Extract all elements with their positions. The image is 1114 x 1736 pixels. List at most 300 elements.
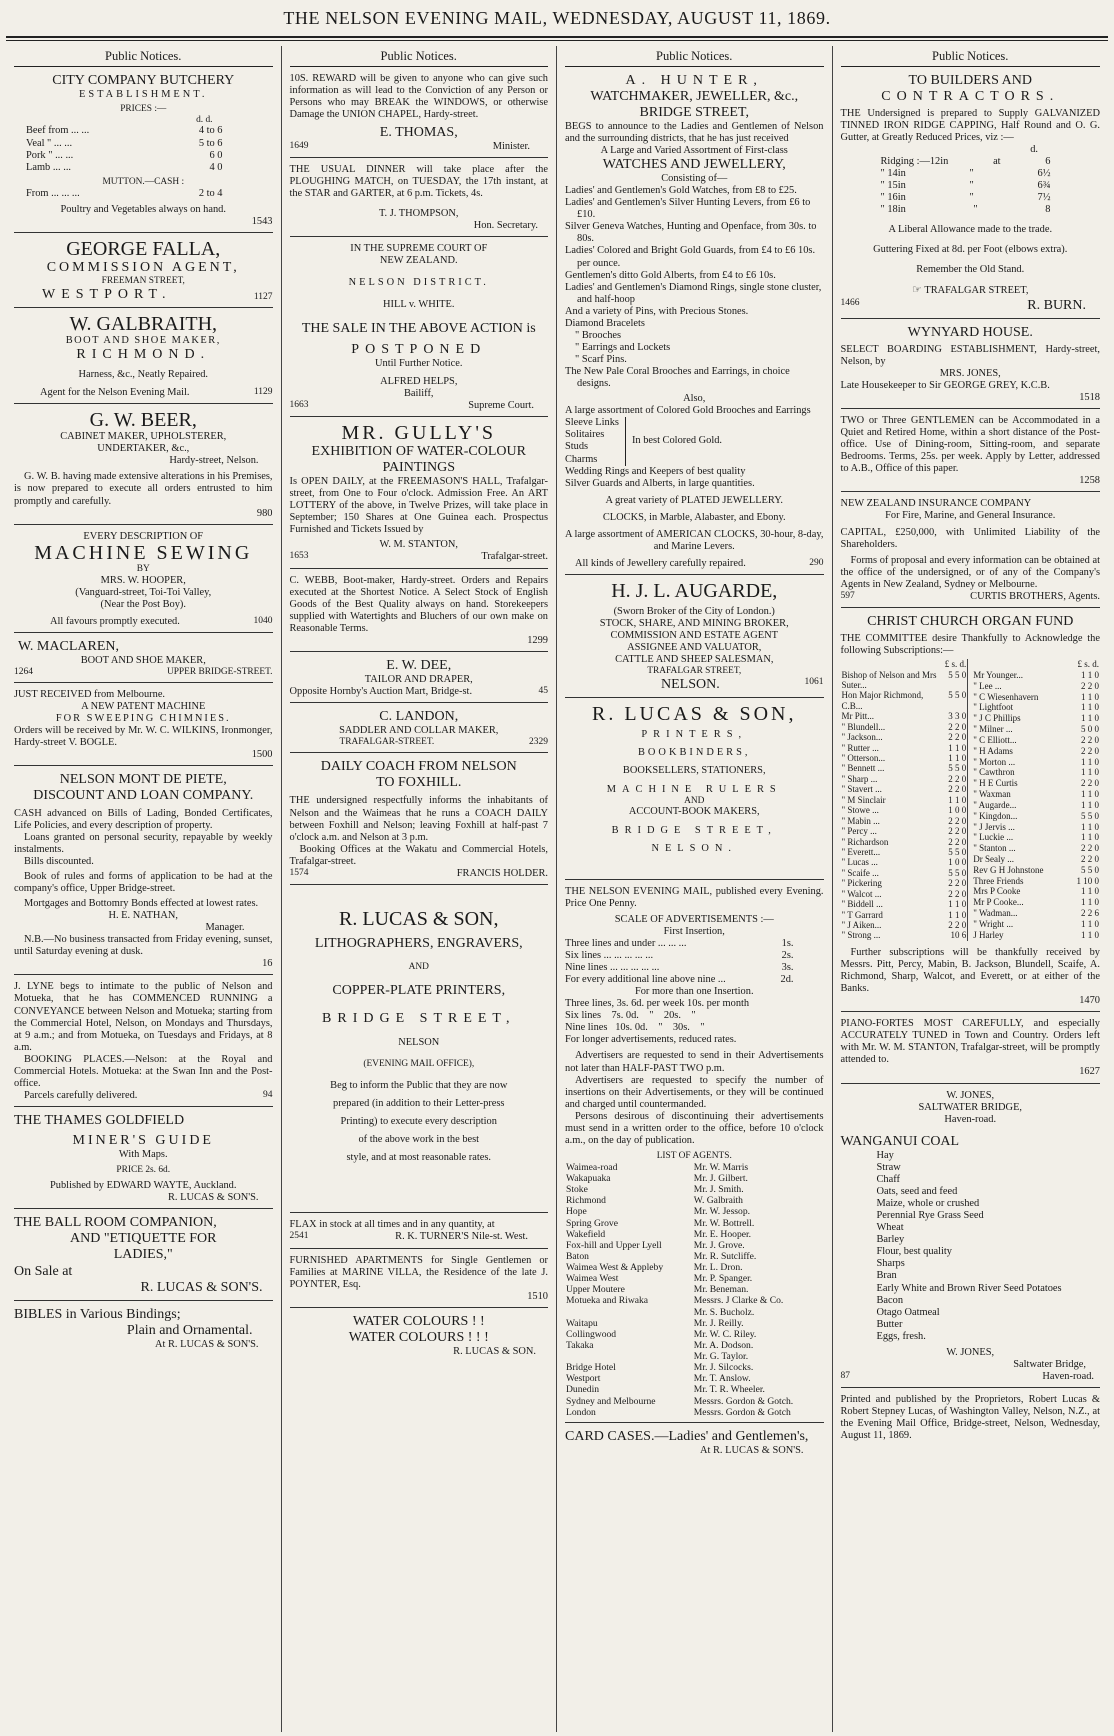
ad-role: SADDLER AND COLLAR MAKER, bbox=[339, 725, 499, 737]
ad-title: DAILY COACH FROM NELSON bbox=[320, 759, 517, 775]
ad-address: Opposite Hornby's Auction Mart, Bridge-st. bbox=[289, 686, 473, 698]
ad-role: PRINTERS, bbox=[641, 729, 748, 741]
subscription-amount: 2 2 0 bbox=[948, 815, 967, 826]
subscription-row bbox=[841, 690, 968, 711]
agent-name: Mr. R. Sutcliffe. bbox=[693, 1250, 757, 1262]
ad-role: ASSIGNEE AND VALUATOR, bbox=[627, 642, 762, 654]
agent-name: Mr. E. Hooper. bbox=[693, 1228, 752, 1240]
ad-water-colours bbox=[290, 1312, 549, 1362]
subscriber-name: " Jackson... bbox=[841, 732, 883, 743]
ad-role: WATCHMAKER, JEWELLER, &c., bbox=[590, 88, 799, 104]
subscription-amount: 1 1 0 bbox=[1081, 767, 1099, 778]
subscriptions-left bbox=[841, 659, 969, 941]
ad-maclaren bbox=[14, 637, 273, 683]
subscriber-name: " Sharp ... bbox=[841, 773, 878, 784]
subscriber-name: " Lucas ... bbox=[841, 857, 878, 868]
ad-subheading: For more than one Insertion. bbox=[634, 986, 754, 998]
subscription-amount: 2 2 0 bbox=[948, 732, 967, 743]
subscription-amount: 2 2 0 bbox=[948, 878, 967, 889]
subscription-row bbox=[841, 774, 968, 784]
ad-signature: FRANCIS HOLDER. bbox=[456, 867, 548, 879]
subscription-amount: 5 5 0 bbox=[948, 846, 967, 857]
ad-text: THE Undersigned is prepared to Supply GALVANIZED TINNED IRON RIDGE CAPPING, Half Round and O. G. Gutter, at Greatly Reduced Prices, viz :— bbox=[840, 107, 1100, 143]
ad-lyne-conveyance bbox=[14, 979, 273, 1107]
price-row: Veal " ... ... 5 to 6 bbox=[26, 137, 223, 149]
agent-name: Mr. T. Anslow. bbox=[693, 1373, 751, 1385]
ad-line: prepared (in addition to their Letter-press bbox=[333, 1098, 505, 1110]
ad-text: Advertisers are requested to specify the number of insertions on their Advertisements, or they will be continued and charged until countermanded. bbox=[565, 1074, 824, 1110]
ad-line: EVERY DESCRIPTION OF bbox=[83, 530, 204, 542]
ad-text: THE COMMITTEE desire Thankfully to Acknowledge the following Subscriptions:— bbox=[840, 632, 1100, 657]
subscription-row bbox=[841, 732, 968, 742]
ad-text: 10S. REWARD will be given to anyone who can give such information as will lead to the Conviction of any Person or Persons who may BREAK the WINDOWS, or otherwise Damage the UNION CHAPEL, Hardy-street. bbox=[289, 72, 548, 120]
newspaper-title: THE NELSON EVENING MAIL, WEDNESDAY, AUGUST 11, 1869. bbox=[283, 8, 831, 28]
ad-item: And a variety of Pins, with Precious Stones. bbox=[565, 305, 749, 317]
ad-title: MACHINE SEWING bbox=[34, 541, 253, 564]
ad-role: MACHINE RULERS bbox=[606, 783, 782, 795]
ad-office: (EVENING MAIL OFFICE), bbox=[363, 1059, 475, 1070]
ad-address: TRAFALGAR STREET, bbox=[647, 666, 742, 677]
ad-hooper bbox=[14, 529, 273, 633]
ad-text: CASH advanced on Bills of Lading, Bonded Certificates, Life Policies, and every description of property. bbox=[14, 807, 273, 831]
ad-subtitle: MINER'S GUIDE bbox=[72, 1133, 214, 1149]
agent-place: Baton bbox=[566, 1250, 589, 1262]
agent-place: Dunedin bbox=[566, 1384, 600, 1396]
agent-place: Wakefield bbox=[566, 1228, 606, 1240]
ad-text: Persons desirous of discontinuing their advertisements must send in a written order to the office, before 10 o'clock a.m., on the day of publication. bbox=[565, 1110, 824, 1146]
ad-builders bbox=[841, 71, 1101, 319]
ad-text: A Large and Varied Assortment of First-class bbox=[600, 144, 788, 156]
price-row: From ... ... ... 2 to 4 bbox=[26, 187, 223, 199]
subscriber-name: " Percy ... bbox=[841, 826, 877, 837]
ad-text: Book of rules and forms of application to be had at the company's office, Upper Bridge-street. bbox=[14, 870, 273, 894]
ad-signature-role: Bailiff, bbox=[403, 387, 434, 399]
ad-role: BOOKSELLERS, STATIONERS, bbox=[622, 765, 766, 777]
subscription-row bbox=[972, 876, 1100, 887]
ad-item: " Earrings and Lockets bbox=[575, 341, 671, 353]
subscription-row bbox=[841, 868, 968, 878]
ad-mont-de-piete bbox=[14, 770, 273, 975]
column-heading: Public Notices. bbox=[14, 49, 273, 67]
goods-item: Sharps bbox=[876, 1258, 905, 1270]
ad-text: G. W. B. having made extensive alterations in his Premises, is now prepared to execute all orders entrusted to him promptly and carefully. bbox=[14, 471, 273, 507]
subscription-row bbox=[972, 843, 1100, 854]
subscriber-name: " Milner ... bbox=[973, 724, 1013, 735]
agent-row bbox=[565, 1273, 824, 1284]
ad-number: 1127 bbox=[253, 291, 273, 302]
ad-text: SELECT BOARDING ESTABLISHMENT, Hardy-street, Nelson, by bbox=[840, 343, 1100, 367]
ad-signature: ALFRED HELPS, bbox=[380, 375, 458, 387]
agent-name: Mr. W. Jessop. bbox=[693, 1206, 751, 1218]
subscription-amount: 5 5 0 bbox=[1081, 864, 1099, 875]
ad-number: 1574 bbox=[289, 867, 309, 878]
subscriber-name: Bishop of Nelson and Mrs Suter... bbox=[841, 669, 937, 690]
ad-subtitle: PAINTINGS bbox=[382, 460, 456, 475]
ad-title: WATER COLOURS ! ! bbox=[352, 1313, 485, 1329]
agent-name: Messrs. Gordon & Gotch bbox=[693, 1406, 791, 1418]
agent-row bbox=[565, 1384, 824, 1395]
ad-line: JUST RECEIVED from Melbourne. bbox=[14, 689, 166, 701]
ad-text: Orders will be received by Mr. W. C. WILKINS, Ironmonger, Hardy-street V. BOGLE. bbox=[14, 725, 273, 749]
ad-address: TRAFALGAR-STREET. bbox=[339, 737, 435, 748]
agent-name: Mr. A. Dodson. bbox=[693, 1339, 754, 1351]
agent-place: Westport bbox=[566, 1373, 601, 1385]
agent-name: Mr. J. Gilbert. bbox=[693, 1173, 748, 1184]
ad-item: Diamond Bracelets bbox=[565, 317, 645, 329]
brace-group bbox=[565, 417, 824, 465]
subscription-row bbox=[972, 897, 1100, 908]
subscriber-name: " Mabin ... bbox=[841, 815, 880, 826]
agent-name: Mr. Beneman. bbox=[693, 1284, 749, 1296]
ad-item: Wedding Rings and Keepers of best quality bbox=[565, 465, 746, 477]
goods-item: Wheat bbox=[876, 1222, 904, 1234]
rate-row: Six lines 7s. 0d. " 20s. " bbox=[565, 1010, 696, 1022]
agent-place: Upper Moutere bbox=[566, 1284, 625, 1296]
ad-lucas-lithographers bbox=[290, 889, 549, 1213]
ad-text: N.B.—No business transacted from Friday evening, sunset, until Saturday evening at dusk. bbox=[14, 934, 273, 958]
column-heading: Public Notices. bbox=[841, 49, 1101, 67]
ad-subtitle: AND "ETIQUETTE FOR bbox=[70, 1231, 217, 1247]
agent-place: Stoke bbox=[566, 1184, 588, 1196]
ad-street: BRIDGE STREET, bbox=[611, 824, 777, 836]
subscription-amount: 1 1 0 bbox=[1081, 929, 1099, 940]
ad-line: On Sale at bbox=[14, 1263, 73, 1279]
ad-role: COMMISSION AND ESTATE AGENT bbox=[610, 630, 778, 642]
subscription-row bbox=[841, 847, 968, 857]
ad-line: Plain and Ornamental. bbox=[126, 1322, 253, 1338]
subscription-row bbox=[972, 778, 1100, 789]
subscriber-name: " Kingdon... bbox=[973, 810, 1018, 821]
agent-place: Wakapuaka bbox=[566, 1173, 611, 1184]
subscription-row bbox=[972, 746, 1100, 757]
subscriber-name: " Bennett ... bbox=[841, 763, 885, 774]
column-1 bbox=[6, 46, 282, 1732]
agent-name: Mr. W. C. Riley. bbox=[693, 1328, 757, 1340]
ad-agent: R. LUCAS & SON'S. bbox=[167, 1192, 259, 1204]
ad-heading: LIST OF AGENTS. bbox=[656, 1150, 732, 1161]
ad-text: FURNISHED APARTMENTS for Single Gentlemen or Families at MARINE VILLA, the Residence of the late J. POYNTER, Esq. bbox=[289, 1254, 548, 1290]
ad-number: 87 bbox=[840, 1370, 850, 1381]
ad-street: FREEMAN STREET, bbox=[101, 275, 185, 286]
subscriber-name: " Stanton ... bbox=[973, 843, 1016, 854]
subscription-amount: 2 2 0 bbox=[948, 836, 967, 847]
subscription-amount: 5 5 0 bbox=[948, 669, 967, 680]
ad-item: Sleeve Links bbox=[565, 417, 619, 429]
ad-publisher: Published by EDWARD WAYTE, Auckland. bbox=[50, 1180, 237, 1192]
ad-name: W. MACLAREN, bbox=[18, 638, 119, 654]
ad-line: of the above work in the best bbox=[358, 1134, 480, 1146]
ad-line: style, and at most reasonable rates. bbox=[346, 1152, 492, 1164]
ad-item: Ladies' and Gentlemen's Silver Hunting Levers, from £6 to £10. bbox=[565, 197, 811, 221]
subscription-amount: 2 2 0 bbox=[948, 920, 967, 931]
price-row: " 15in " 6¾ bbox=[880, 180, 1051, 192]
ad-address: UPPER BRIDGE-STREET. bbox=[166, 667, 273, 677]
ad-furnished-apartments bbox=[290, 1253, 549, 1308]
column-heading: Public Notices. bbox=[565, 49, 824, 67]
goods-item: Oats, seed and feed bbox=[876, 1186, 958, 1197]
subscription-row bbox=[841, 763, 968, 773]
ad-text: TWO or Three GENTLEMEN can be Accommodated in a Quiet and Retired Home, within a short distance of the Post-office. Use of Dining-room, Sitting-room, and separate Bedrooms. Terms, 25s. per week. Apply by Letter, addressed to A.B., Office of this paper. bbox=[840, 415, 1100, 475]
ad-item: Studs bbox=[565, 441, 589, 453]
subscription-row bbox=[841, 711, 968, 721]
agent-place bbox=[565, 1307, 693, 1318]
ad-item: The New Pale Coral Brooches and Earrings, in choice designs. bbox=[565, 366, 790, 390]
subscriber-name: " Everett... bbox=[841, 846, 881, 857]
ad-landon bbox=[290, 707, 549, 753]
subscriber-name: " Blundell... bbox=[841, 721, 886, 732]
ad-item: Silver Guards and Alberts, in large quantities. bbox=[565, 477, 755, 489]
ad-name: W. JONES, bbox=[946, 1089, 995, 1101]
ad-signature: W. M. STANTON, bbox=[379, 539, 459, 551]
subscription-row bbox=[841, 889, 968, 899]
ad-role: CABINET MAKER, UPHOLSTERER, bbox=[60, 431, 227, 443]
ad-text: THE undersigned respectfully informs the inhabitants of Nelson and the Waimeas that he runs a COACH DAILY between Foxhill and Nelson; leaving Foxhill at half-past 7 o'clock a.m. and Nelson at 3 p.m. bbox=[289, 795, 548, 843]
ad-w-jones bbox=[841, 1088, 1101, 1388]
subscriber-name: " Biddell ... bbox=[841, 899, 883, 910]
ad-text: THE NELSON EVENING MAIL, published every Evening. Price One Penny. bbox=[565, 885, 824, 909]
ad-number: 1470 bbox=[1079, 995, 1100, 1007]
ad-number: 1040 bbox=[253, 615, 273, 626]
goods-item: Chaff bbox=[876, 1173, 900, 1185]
agent-name: Mr. J. Silcocks. bbox=[693, 1362, 754, 1374]
ad-text: BEGS to announce to the Ladies and Gentlemen of Nelson and the surrounding districts, that he has just received bbox=[565, 120, 824, 144]
ad-text: THE USUAL DINNER will take place after the PLOUGHING MATCH, on TUESDAY, the 17th instant, at the STAR and GARTER, at 6 p.m. Tickets, 4s. bbox=[289, 163, 548, 200]
agent-row bbox=[565, 1195, 824, 1206]
subscription-amount: 1 1 0 bbox=[1081, 756, 1099, 767]
subscriber-name: J Harley bbox=[973, 929, 1004, 940]
subscriber-name: " Wright ... bbox=[973, 918, 1014, 929]
ad-line: Printing) to execute every description bbox=[340, 1116, 497, 1128]
subscription-row bbox=[972, 724, 1100, 735]
page-columns bbox=[6, 46, 1108, 1732]
ad-wynyard-house bbox=[841, 323, 1101, 409]
ad-number: 1510 bbox=[527, 1290, 548, 1302]
goods-item: Bran bbox=[876, 1270, 897, 1282]
ad-item: A great variety of PLATED JEWELLERY. bbox=[605, 494, 784, 506]
price-row: Beef from ... ... 4 to 6 bbox=[26, 125, 223, 137]
agent-row bbox=[565, 1340, 824, 1351]
ad-signature: R. K. TURNER'S Nile-st. West. bbox=[395, 1231, 528, 1243]
ad-number: 1299 bbox=[527, 634, 548, 646]
ad-number: 2329 bbox=[529, 737, 548, 748]
agent-place: Waitapu bbox=[566, 1317, 598, 1329]
ad-title: WATER COLOURS ! ! ! bbox=[348, 1329, 489, 1345]
subscription-row bbox=[841, 878, 968, 888]
agent-name: Mr. J. Reilly. bbox=[693, 1317, 744, 1329]
subscription-row bbox=[972, 919, 1100, 930]
agent-place: Spring Grove bbox=[566, 1217, 618, 1229]
ad-item: Ladies' and Gentlemen's Diamond Rings, single stone cluster, and half-hoop bbox=[565, 281, 822, 305]
subscriber-name: " Lightfoot bbox=[973, 702, 1014, 713]
ad-card-cases bbox=[565, 1427, 824, 1461]
subscriber-name: " H Adams bbox=[973, 745, 1013, 756]
agent-row bbox=[565, 1162, 824, 1173]
ad-address: (Vanguard-street, Toi-Toi Valley, bbox=[75, 586, 212, 598]
ad-agent: At R. LUCAS & SON'S. bbox=[700, 1444, 804, 1456]
ad-court: Supreme Court. bbox=[468, 399, 534, 411]
imprint-text: Printed and published by the Proprietors, Robert Lucas & Robert Stepney Lucas, of Washington Valley, Nelson, N.Z., at the Evening Mail Office, Bridge-street, Nelson, Wednesday, August 11, 1869. bbox=[840, 1394, 1100, 1442]
ad-number: 980 bbox=[256, 507, 273, 519]
ad-town: NELSON bbox=[398, 1037, 440, 1049]
ad-title: FOR SWEEPING CHIMNIES. bbox=[55, 713, 231, 725]
agent-row bbox=[565, 1229, 824, 1240]
ad-district: NELSON DISTRICT. bbox=[348, 277, 489, 289]
subscriber-name: " Walcot ... bbox=[841, 888, 882, 899]
ad-name: MRS. JONES, bbox=[939, 367, 1001, 379]
ad-organ-fund bbox=[841, 612, 1101, 1012]
ad-line: With Maps. bbox=[118, 1149, 168, 1161]
subscription-row bbox=[972, 735, 1100, 746]
ad-gully-exhibition bbox=[290, 421, 549, 569]
ad-line: Remember the Old Stand. bbox=[916, 264, 1025, 276]
subscription-amount: 5 5 0 bbox=[948, 690, 967, 701]
ad-postponed: POSTPONED bbox=[351, 341, 487, 357]
ad-signature: R. BURN. bbox=[1027, 297, 1086, 313]
ad-item: A large assortment of AMERICAN CLOCKS, 30-hour, 8-day, and Marine Levers. bbox=[565, 528, 824, 552]
ad-line: Agent for the Nelson Evening Mail. bbox=[40, 387, 190, 399]
subscription-amount: 2 2 0 bbox=[948, 888, 967, 899]
subscription-row bbox=[972, 702, 1100, 713]
subscription-row bbox=[972, 713, 1100, 724]
subscription-row bbox=[841, 722, 968, 732]
rate-row: Nine lines 10s. 0d. " 30s. " bbox=[565, 1022, 705, 1034]
ad-number: 1653 bbox=[289, 551, 309, 562]
ad-text: J. LYNE begs to intimate to the public of Nelson and Motueka, that he has COMMENCED RUNNING a CONVEYANCE between Nelson and Motueka; starting from the Commercial Hotel, Nelson, on Mondays and Thursdays, at 9 a.m.; and from Motueka, on Tuesdays and Fridays, at 8 a.m. bbox=[14, 981, 273, 1053]
ad-hunter-watchmaker bbox=[565, 71, 824, 576]
ad-text: THE SALE IN THE ABOVE ACTION is bbox=[301, 321, 536, 337]
subscription-row bbox=[972, 800, 1100, 811]
ad-name: MRS. W. HOOPER, bbox=[100, 574, 186, 586]
subscriber-name: " J Jervis ... bbox=[973, 821, 1015, 832]
rate-row: Three lines and under ... ... ... 1s. bbox=[565, 937, 794, 949]
subscription-amount: 1 1 0 bbox=[1081, 702, 1099, 713]
subscription-row bbox=[841, 857, 968, 867]
ad-title: WYNYARD HOUSE. bbox=[907, 324, 1033, 340]
ad-title: CITY COMPANY BUTCHERY bbox=[52, 72, 235, 88]
ad-town: NELSON. bbox=[651, 842, 738, 854]
subscription-row bbox=[972, 854, 1100, 865]
ad-supreme-court bbox=[290, 241, 549, 417]
subscription-amount: 2 2 0 bbox=[948, 721, 967, 732]
masthead bbox=[0, 0, 1114, 46]
ad-text: For longer advertisements, reduced rates. bbox=[565, 1034, 737, 1046]
ad-item: Gentlemen's ditto Gold Alberts, from £4 to £6 10s. bbox=[565, 269, 776, 281]
subscriber-name: " M Sinclair bbox=[841, 794, 886, 805]
subscriptions-header-blank bbox=[972, 659, 1067, 670]
goods-item: Perennial Rye Grass Seed bbox=[876, 1210, 984, 1222]
ad-subtitle: EXHIBITION OF WATER-COLOUR bbox=[311, 443, 526, 459]
agent-row bbox=[565, 1240, 824, 1251]
ad-title: TO FOXHILL. bbox=[376, 775, 462, 791]
ad-role: BOOT AND SHOE MAKER, bbox=[65, 334, 221, 346]
column-3 bbox=[557, 46, 833, 1732]
ad-number: 1264 bbox=[14, 667, 33, 677]
ad-number: 290 bbox=[809, 557, 824, 568]
ad-name: A. HUNTER, bbox=[625, 72, 763, 88]
subscription-row bbox=[841, 784, 968, 794]
subscription-row bbox=[972, 832, 1100, 843]
goods-item: Otago Oatmeal bbox=[876, 1306, 940, 1318]
ad-flax bbox=[290, 1217, 549, 1248]
subscriber-name: Dr Sealy ... bbox=[973, 854, 1014, 864]
ad-number: 94 bbox=[263, 1089, 273, 1100]
subscription-row bbox=[972, 822, 1100, 833]
goods-item: Bacon bbox=[876, 1294, 904, 1306]
agent-row bbox=[565, 1284, 824, 1295]
subscriptions-header-blank bbox=[841, 659, 944, 669]
subscription-amount: 2 2 0 bbox=[1081, 778, 1099, 789]
subscription-amount: 2 2 0 bbox=[1081, 745, 1099, 756]
ad-text: FLAX in stock at all times and in any quantity, at bbox=[289, 1219, 495, 1231]
ad-role: BOOKBINDERS, bbox=[638, 747, 751, 759]
ad-number: 1500 bbox=[251, 749, 273, 761]
ad-nz-insurance bbox=[841, 496, 1101, 608]
subscription-row bbox=[841, 795, 968, 805]
ad-item: " Scarf Pins. bbox=[575, 354, 627, 365]
agent-place: Waimea-road bbox=[566, 1161, 618, 1173]
ad-text: C. WEBB, Boot-maker, Hardy-street. Orders and Repairs executed at the Shortest Notice. A Select Stock of English Goods of the Best Quality always on hand. Storekeepers supplied with Watertights and Bluchers of our own make on Reasonable Terms. bbox=[289, 574, 548, 634]
agent-row bbox=[565, 1251, 824, 1262]
ad-title: BIBLES in Various Bindings; bbox=[14, 1306, 181, 1322]
subscription-amount: 1 1 0 bbox=[1081, 799, 1099, 810]
subscription-amount: 1 1 0 bbox=[1081, 886, 1099, 897]
subscriptions-table bbox=[841, 659, 1101, 941]
subscription-amount: 1 1 0 bbox=[1081, 918, 1099, 929]
ad-consisting: Consisting of— bbox=[661, 173, 728, 185]
ad-subtitle: ESTABLISHMENT. bbox=[79, 88, 208, 100]
subscriber-name: " Stowe ... bbox=[841, 805, 879, 816]
ad-title: WANGANUI COAL bbox=[840, 1133, 960, 1149]
ad-agent: At R. LUCAS & SON'S. bbox=[155, 1338, 259, 1350]
ad-also: Also, bbox=[683, 393, 706, 405]
ad-chimnies bbox=[14, 687, 273, 766]
agent-row bbox=[565, 1184, 824, 1195]
agent-row bbox=[565, 1396, 824, 1407]
subscriber-name: " Stavert ... bbox=[841, 784, 882, 795]
subscription-amount: 1 1 0 bbox=[1081, 713, 1099, 724]
subscription-amount: 1 1 0 bbox=[1081, 669, 1099, 680]
ad-signature-role: Manager. bbox=[205, 922, 245, 934]
ad-number: 1061 bbox=[804, 677, 824, 688]
ad-item: " Brooches bbox=[575, 329, 622, 341]
agent-row bbox=[565, 1307, 824, 1318]
subscriber-name: " Cawthron bbox=[973, 767, 1015, 778]
agent-row bbox=[565, 1262, 824, 1273]
ad-item: Ladies' Colored and Bright Gold Guards, from £4 to £6 10s. per ounce. bbox=[565, 245, 816, 269]
brace-label: In best Colored Gold. bbox=[631, 435, 723, 447]
ad-title: NEW ZEALAND. bbox=[379, 255, 458, 267]
ad-line: A NEW PATENT MACHINE bbox=[81, 701, 206, 713]
subscription-row bbox=[972, 908, 1100, 919]
agent-row bbox=[565, 1173, 824, 1184]
subscriber-name: Mrs P Cooke bbox=[973, 886, 1021, 897]
ad-role: TAILOR AND DRAPER, bbox=[364, 674, 473, 685]
subscription-amount: 2 2 0 bbox=[1081, 843, 1099, 854]
goods-item: Maize, whole or crushed bbox=[876, 1198, 980, 1210]
agent-name: W. Galbraith bbox=[693, 1195, 743, 1207]
subscription-row bbox=[841, 805, 968, 815]
ad-signature-addr: Saltwater Bridge, bbox=[1013, 1358, 1086, 1370]
subscription-row bbox=[841, 930, 968, 940]
ad-title: NEW ZEALAND INSURANCE COMPANY bbox=[840, 498, 1032, 510]
ad-item: CLOCKS, in Marble, Alabaster, and Ebony. bbox=[602, 511, 786, 523]
subscription-amount: 1 10 0 bbox=[1076, 875, 1099, 886]
subscriptions-header: £ s. d. bbox=[944, 659, 967, 670]
subscription-amount: 3 3 0 bbox=[948, 711, 967, 722]
subscriber-name: " T Garrard bbox=[841, 909, 883, 920]
ad-role: BOOT AND SHOE MAKER, bbox=[80, 654, 206, 666]
subscriber-name: " Morton ... bbox=[973, 756, 1016, 767]
